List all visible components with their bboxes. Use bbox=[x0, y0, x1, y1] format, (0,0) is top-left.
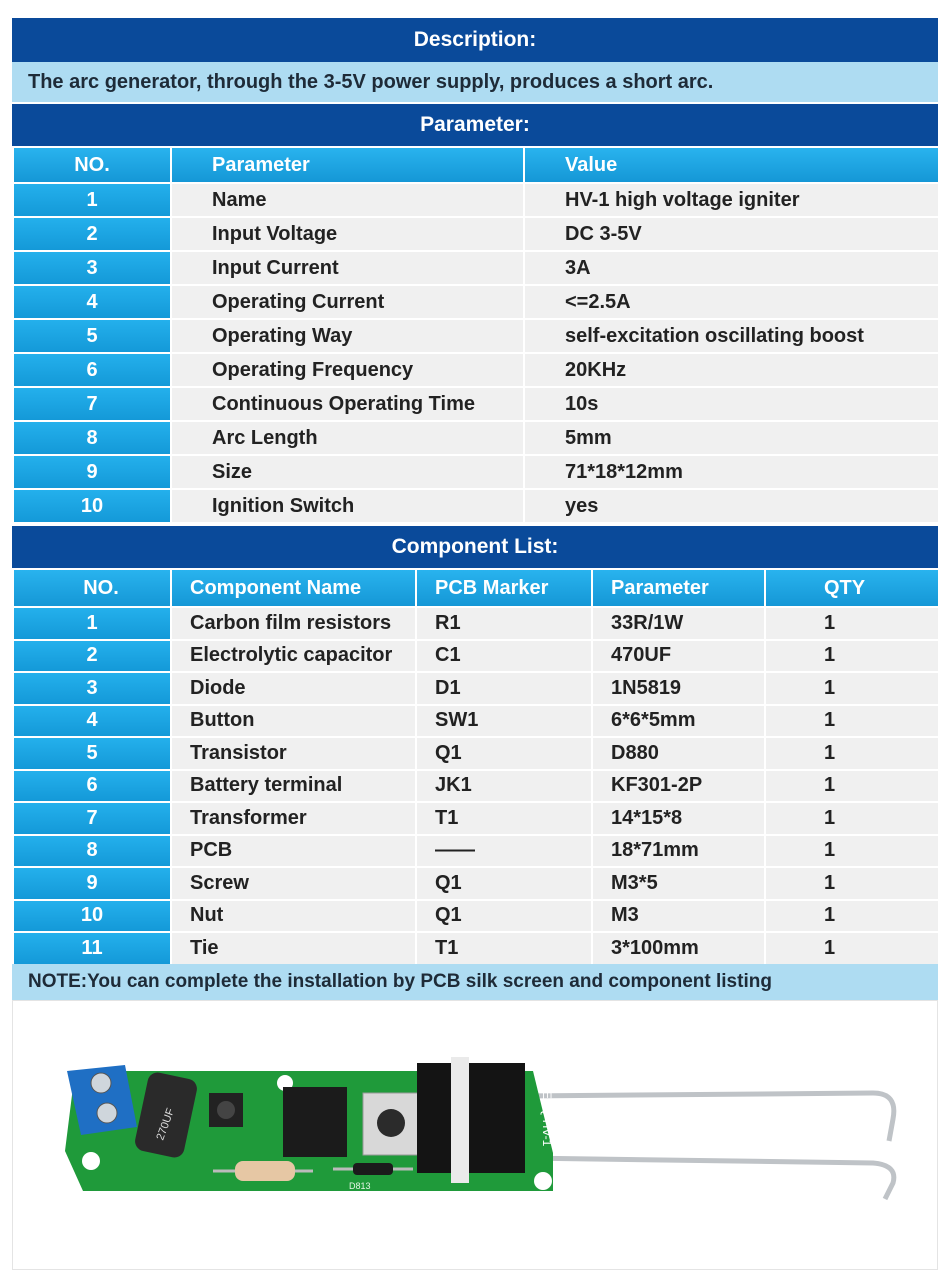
parameter-row-name: Input Current bbox=[171, 251, 524, 285]
parameter-row-value: self-excitation oscillating boost bbox=[524, 319, 939, 353]
parameter-row-no: 9 bbox=[13, 455, 171, 489]
diode bbox=[353, 1163, 393, 1175]
parameter-row-name: Size bbox=[171, 455, 524, 489]
component-row-qty: 1 bbox=[765, 802, 939, 835]
component-row-name: Tie bbox=[171, 932, 416, 965]
component-row-no: 3 bbox=[13, 672, 171, 705]
parameter-row bbox=[13, 421, 939, 455]
screw-head bbox=[377, 1109, 405, 1137]
component-row-qty: 1 bbox=[765, 705, 939, 738]
component-row-name: Diode bbox=[171, 672, 416, 705]
parameter-col-value: Value bbox=[524, 147, 939, 183]
component-row-qty: 1 bbox=[765, 900, 939, 933]
component-row-name: Button bbox=[171, 705, 416, 738]
component-row-qty: 1 bbox=[765, 737, 939, 770]
component-row-no: 9 bbox=[13, 867, 171, 900]
parameter-row-value: DC 3-5V bbox=[524, 217, 939, 251]
component-row-marker: Q1 bbox=[416, 737, 592, 770]
component-row-name: Nut bbox=[171, 900, 416, 933]
parameter-row-no: 2 bbox=[13, 217, 171, 251]
component-col-parameter: Parameter bbox=[592, 569, 765, 607]
component-row bbox=[13, 900, 939, 933]
parameter-row-value: 10s bbox=[524, 387, 939, 421]
push-button-cap bbox=[217, 1101, 235, 1119]
component-row bbox=[13, 770, 939, 803]
component-row-parameter: 6*6*5mm bbox=[592, 705, 765, 738]
component-col-no: NO. bbox=[13, 569, 171, 607]
component-row-marker: Q1 bbox=[416, 867, 592, 900]
component-row-parameter: 14*15*8 bbox=[592, 802, 765, 835]
parameter-header: Parameter: bbox=[12, 104, 938, 146]
component-row-qty: 1 bbox=[765, 770, 939, 803]
parameter-row-no: 3 bbox=[13, 251, 171, 285]
parameter-row-value: 71*18*12mm bbox=[524, 455, 939, 489]
component-row-marker: R1 bbox=[416, 607, 592, 640]
component-row-no: 5 bbox=[13, 737, 171, 770]
component-row-parameter: KF301-2P bbox=[592, 770, 765, 803]
component-row bbox=[13, 867, 939, 900]
mount-hole-left bbox=[82, 1152, 100, 1170]
component-row-name: Electrolytic capacitor bbox=[171, 640, 416, 673]
parameter-row-no: 6 bbox=[13, 353, 171, 387]
component-row-parameter: 33R/1W bbox=[592, 607, 765, 640]
component-col-qty: QTY bbox=[765, 569, 939, 607]
parameter-row bbox=[13, 353, 939, 387]
parameter-row-no: 10 bbox=[13, 489, 171, 523]
component-row-name: Carbon film resistors bbox=[171, 607, 416, 640]
component-row bbox=[13, 672, 939, 705]
parameter-row bbox=[13, 455, 939, 489]
parameter-row-no: 7 bbox=[13, 387, 171, 421]
component-row bbox=[13, 932, 939, 965]
description-header: Description: bbox=[12, 18, 938, 62]
component-row-parameter: M3*5 bbox=[592, 867, 765, 900]
parameter-row-value: yes bbox=[524, 489, 939, 523]
board-silk-label: EEQ HV-1 bbox=[540, 1091, 554, 1147]
component-table bbox=[12, 568, 940, 966]
parameter-row-name: Arc Length bbox=[171, 421, 524, 455]
product-photo bbox=[12, 1000, 938, 1270]
parameter-row-name: Name bbox=[171, 183, 524, 217]
component-row-qty: 1 bbox=[765, 607, 939, 640]
component-row-qty: 1 bbox=[765, 640, 939, 673]
component-row-name: Battery terminal bbox=[171, 770, 416, 803]
transistor bbox=[283, 1087, 347, 1157]
component-row-parameter: 1N5819 bbox=[592, 672, 765, 705]
component-row-name: Transformer bbox=[171, 802, 416, 835]
component-row-marker: T1 bbox=[416, 932, 592, 965]
component-row-marker: JK1 bbox=[416, 770, 592, 803]
component-row-qty: 1 bbox=[765, 867, 939, 900]
component-row-no: 2 bbox=[13, 640, 171, 673]
parameter-row bbox=[13, 285, 939, 319]
description-text: The arc generator, through the 3-5V power supply, produces a short arc. bbox=[12, 62, 938, 102]
note-text: NOTE:You can complete the installation by PCB silk screen and component listing bbox=[12, 964, 938, 1000]
parameter-row bbox=[13, 319, 939, 353]
parameter-row bbox=[13, 217, 939, 251]
component-row-qty: 1 bbox=[765, 835, 939, 868]
component-row-name: Transistor bbox=[171, 737, 416, 770]
terminal-screw-1 bbox=[91, 1073, 111, 1093]
component-row-qty: 1 bbox=[765, 672, 939, 705]
parameter-row-no: 5 bbox=[13, 319, 171, 353]
component-row-marker: Q1 bbox=[416, 900, 592, 933]
component-row-marker: SW1 bbox=[416, 705, 592, 738]
component-row bbox=[13, 705, 939, 738]
component-row-no: 8 bbox=[13, 835, 171, 868]
parameter-table bbox=[12, 146, 940, 524]
component-col-marker: PCB Marker bbox=[416, 569, 592, 607]
parameter-row-name: Continuous Operating Time bbox=[171, 387, 524, 421]
component-row-marker: C1 bbox=[416, 640, 592, 673]
parameter-row-name: Operating Current bbox=[171, 285, 524, 319]
component-row-marker: T1 bbox=[416, 802, 592, 835]
parameter-row-value: 3A bbox=[524, 251, 939, 285]
parameter-row bbox=[13, 489, 939, 523]
parameter-row-value: HV-1 high voltage igniter bbox=[524, 183, 939, 217]
parameter-row-name: Ignition Switch bbox=[171, 489, 524, 523]
cable-tie bbox=[451, 1057, 469, 1183]
component-row bbox=[13, 835, 939, 868]
component-row bbox=[13, 802, 939, 835]
terminal-screw-2 bbox=[97, 1103, 117, 1123]
parameter-row-value: <=2.5A bbox=[524, 285, 939, 319]
electrode-wire-upper bbox=[523, 1093, 894, 1141]
component-row-parameter: M3 bbox=[592, 900, 765, 933]
igniter-board-illustration bbox=[13, 1001, 939, 1271]
mount-hole-right bbox=[534, 1172, 552, 1190]
parameter-col-parameter: Parameter bbox=[171, 147, 524, 183]
component-row-no: 7 bbox=[13, 802, 171, 835]
component-row-no: 11 bbox=[13, 932, 171, 965]
component-row bbox=[13, 607, 939, 640]
parameter-row-no: 1 bbox=[13, 183, 171, 217]
capacitor-print: 270UF bbox=[154, 1106, 178, 1142]
component-row-no: 10 bbox=[13, 900, 171, 933]
resistor bbox=[235, 1161, 295, 1181]
component-row-parameter: D880 bbox=[592, 737, 765, 770]
parameter-row-name: Operating Frequency bbox=[171, 353, 524, 387]
component-row-name: Screw bbox=[171, 867, 416, 900]
component-row-parameter: 3*100mm bbox=[592, 932, 765, 965]
component-row bbox=[13, 640, 939, 673]
component-col-name: Component Name bbox=[171, 569, 416, 607]
parameter-header-row bbox=[13, 147, 939, 183]
component-row-no: 1 bbox=[13, 607, 171, 640]
component-list-header: Component List: bbox=[12, 526, 938, 568]
parameter-row-value: 20KHz bbox=[524, 353, 939, 387]
parameter-row bbox=[13, 251, 939, 285]
component-row-no: 6 bbox=[13, 770, 171, 803]
component-row-qty: 1 bbox=[765, 932, 939, 965]
component-row-parameter: 470UF bbox=[592, 640, 765, 673]
component-row-marker: D1 bbox=[416, 672, 592, 705]
parameter-row-name: Input Voltage bbox=[171, 217, 524, 251]
parameter-row bbox=[13, 387, 939, 421]
electrode-wire-lower bbox=[523, 1158, 894, 1199]
component-row bbox=[13, 737, 939, 770]
component-row-marker: —— bbox=[416, 835, 592, 868]
component-row-name: PCB bbox=[171, 835, 416, 868]
component-header-row bbox=[13, 569, 939, 607]
transformer bbox=[417, 1063, 525, 1173]
parameter-row bbox=[13, 183, 939, 217]
parameter-row-name: Operating Way bbox=[171, 319, 524, 353]
diode-silk-print: D813 bbox=[349, 1181, 371, 1191]
parameter-row-no: 4 bbox=[13, 285, 171, 319]
parameter-row-value: 5mm bbox=[524, 421, 939, 455]
component-row-no: 4 bbox=[13, 705, 171, 738]
parameter-row-no: 8 bbox=[13, 421, 171, 455]
component-row-parameter: 18*71mm bbox=[592, 835, 765, 868]
parameter-col-no: NO. bbox=[13, 147, 171, 183]
